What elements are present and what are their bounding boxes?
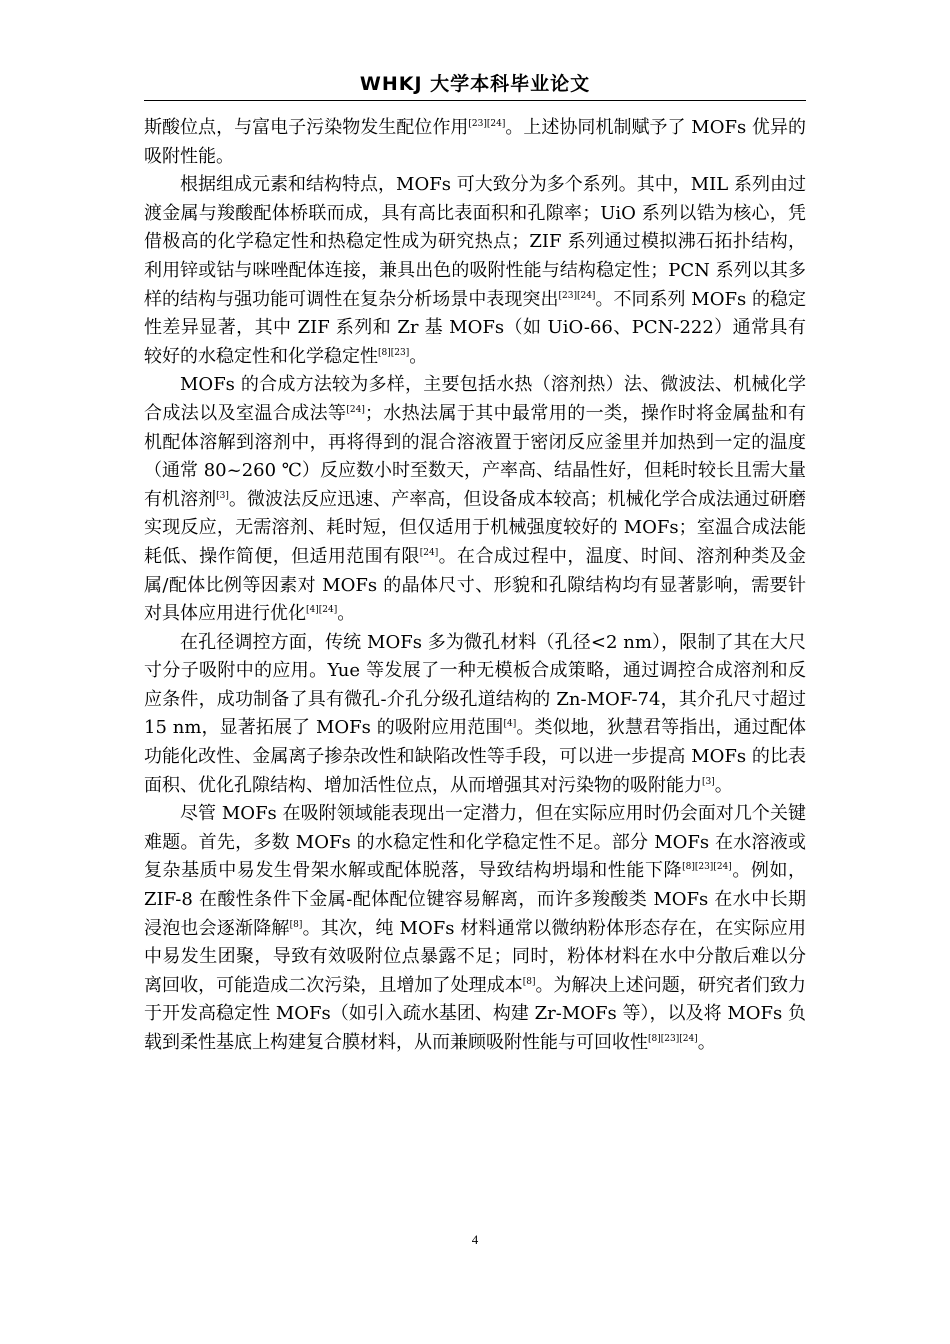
body-text	[144, 114, 806, 1058]
citation: [3]	[702, 776, 715, 787]
text-run: 。例如，ZIF-8 在酸性条件下金属-配体配位键容易解离，而许多羧酸类 MOFs 在水中长期浸泡也会逐渐降解	[144, 860, 806, 939]
text-run: 。类似地，狄慧君等指出，通过配体功能化改性、金属离子掺杂改性和缺陷改性等手段，可以进一步提高 MOFs 的比表面积、优化孔隙结构、增加活性位点，从而增强其对污染物的吸附能力	[144, 717, 806, 796]
citation: [8][23]	[378, 347, 410, 358]
text-run: 。不同系列 MOFs 的稳定性差异显著，其中 ZIF 系列和 Zr 基 MOFs（如 UiO-66、PCN-222）通常具有较好的水稳定性和化学稳定性	[144, 288, 807, 367]
text-run: 。上述协同机制赋予了 MOFs 优异的吸附性能。	[144, 117, 806, 167]
paragraph	[144, 171, 806, 371]
text-run: ；水热法属于其中最常用的一类，操作时将金属盐和有机配体溶解到溶剂中，再将得到的混合溶液置于密闭反应釜里并加热到一定的温度（通常 80~260 ℃）反应数小时至数天，产率高、结晶性好，但耗时较长且需大量有机溶剂	[144, 402, 806, 510]
text-run: 。微波法反应迅速、产率高，但设备成本较高；机械化学合成法通过研磨实现反应，无需溶剂、耗时短，但仅适用于机械强度较好的 MOFs；室温合成法能耗低、操作简便，但适用范围有限	[144, 488, 806, 567]
text-run: 。为解决上述问题，研究者们致力于开发高稳定性 MOFs（如引入疏水基团、构建 Zr-MOFs 等），以及将 MOFs 负载到柔性基底上构建复合膜材料，从而兼顾吸附性能与可回收性	[144, 974, 807, 1053]
text-run: 。其次，纯 MOFs 材料通常以微纳粉体形态存在，在实际应用中易发生团聚，导致有效吸附位点暴露不足；同时，粉体材料在水中分散后难以分离回收，可能造成二次污染，且增加了处理成本	[144, 917, 806, 996]
citation: [4][24]	[306, 605, 338, 616]
paragraph	[144, 800, 806, 1057]
text-run: 在孔径调控方面，传统 MOFs 多为微孔材料（孔径<2 nm），限制了其在大尺寸分子吸附中的应用。Yue 等发展了一种无模板合成策略，通过调控合成溶剂和反应条件，成功制备了具有微孔-介孔分级孔道结构的 Zn-MOF-74，其介孔尺寸超过 15 nm，显著拓展了 MOFs 的吸附应用范围	[144, 631, 806, 739]
page-number: 4	[471, 1232, 479, 1247]
paragraph	[144, 371, 806, 628]
citation: [8][23][24]	[682, 862, 732, 873]
text-run: 。	[337, 603, 356, 625]
citation: [8]	[289, 919, 303, 930]
citation: [24]	[419, 547, 439, 558]
text-run: 。	[409, 345, 428, 367]
text-run: 。	[697, 1032, 716, 1053]
citation: [23][24]	[468, 119, 506, 129]
text-run: 尽管 MOFs 在吸附领域能表现出一定潜力，但在实际应用时仍会面对几个关键难题。首先，多数 MOFs 的水稳定性和化学稳定性不足。部分 MOFs 在水溶液或复杂基质中易发生骨架水解或配体脱落，导致结构坍塌和性能下降	[144, 803, 806, 882]
header-rule	[144, 100, 806, 101]
text-run: 根据组成元素和结构特点，MOFs 可大致分为多个系列。其中，MIL 系列由过渡金属与羧酸配体桥联而成，具有高比表面积和孔隙率；UiO 系列以锆为核心，凭借极高的化学稳定性和热稳定性成为研究热点；ZIF 系列通过模拟沸石拓扑结构，利用锌或钴与咪唑配体连接，兼具出色的吸附性能与结构稳定性；PCN 系列以其多样的结构与强功能可调性在复杂分析场景中表现突出	[144, 174, 806, 310]
citation: [8]	[522, 976, 536, 987]
paragraph	[144, 629, 806, 801]
citation: [3]	[216, 490, 229, 501]
citation: [8][23][24]	[648, 1034, 698, 1044]
text-run: 。	[714, 774, 733, 796]
citation: [24]	[346, 404, 365, 415]
text-run: MOFs 的合成方法较为多样，主要包括水热（溶剂热）法、微波法、机械化学合成法以及室温合成法等	[144, 374, 806, 424]
citation: [23][24]	[558, 290, 596, 301]
paragraph	[144, 114, 806, 171]
page-header-title: WHKJ 大学本科毕业论文	[359, 73, 591, 95]
citation: [4]	[503, 719, 517, 730]
text-run: 。在合成过程中，温度、时间、溶剂种类及金属/配体比例等因素对 MOFs 的晶体尺寸、形貌和孔隙结构均有显著影响，需要针对具体应用进行优化	[144, 545, 807, 625]
text-run: 斯酸位点，与富电子污染物发生配位作用	[144, 117, 469, 138]
